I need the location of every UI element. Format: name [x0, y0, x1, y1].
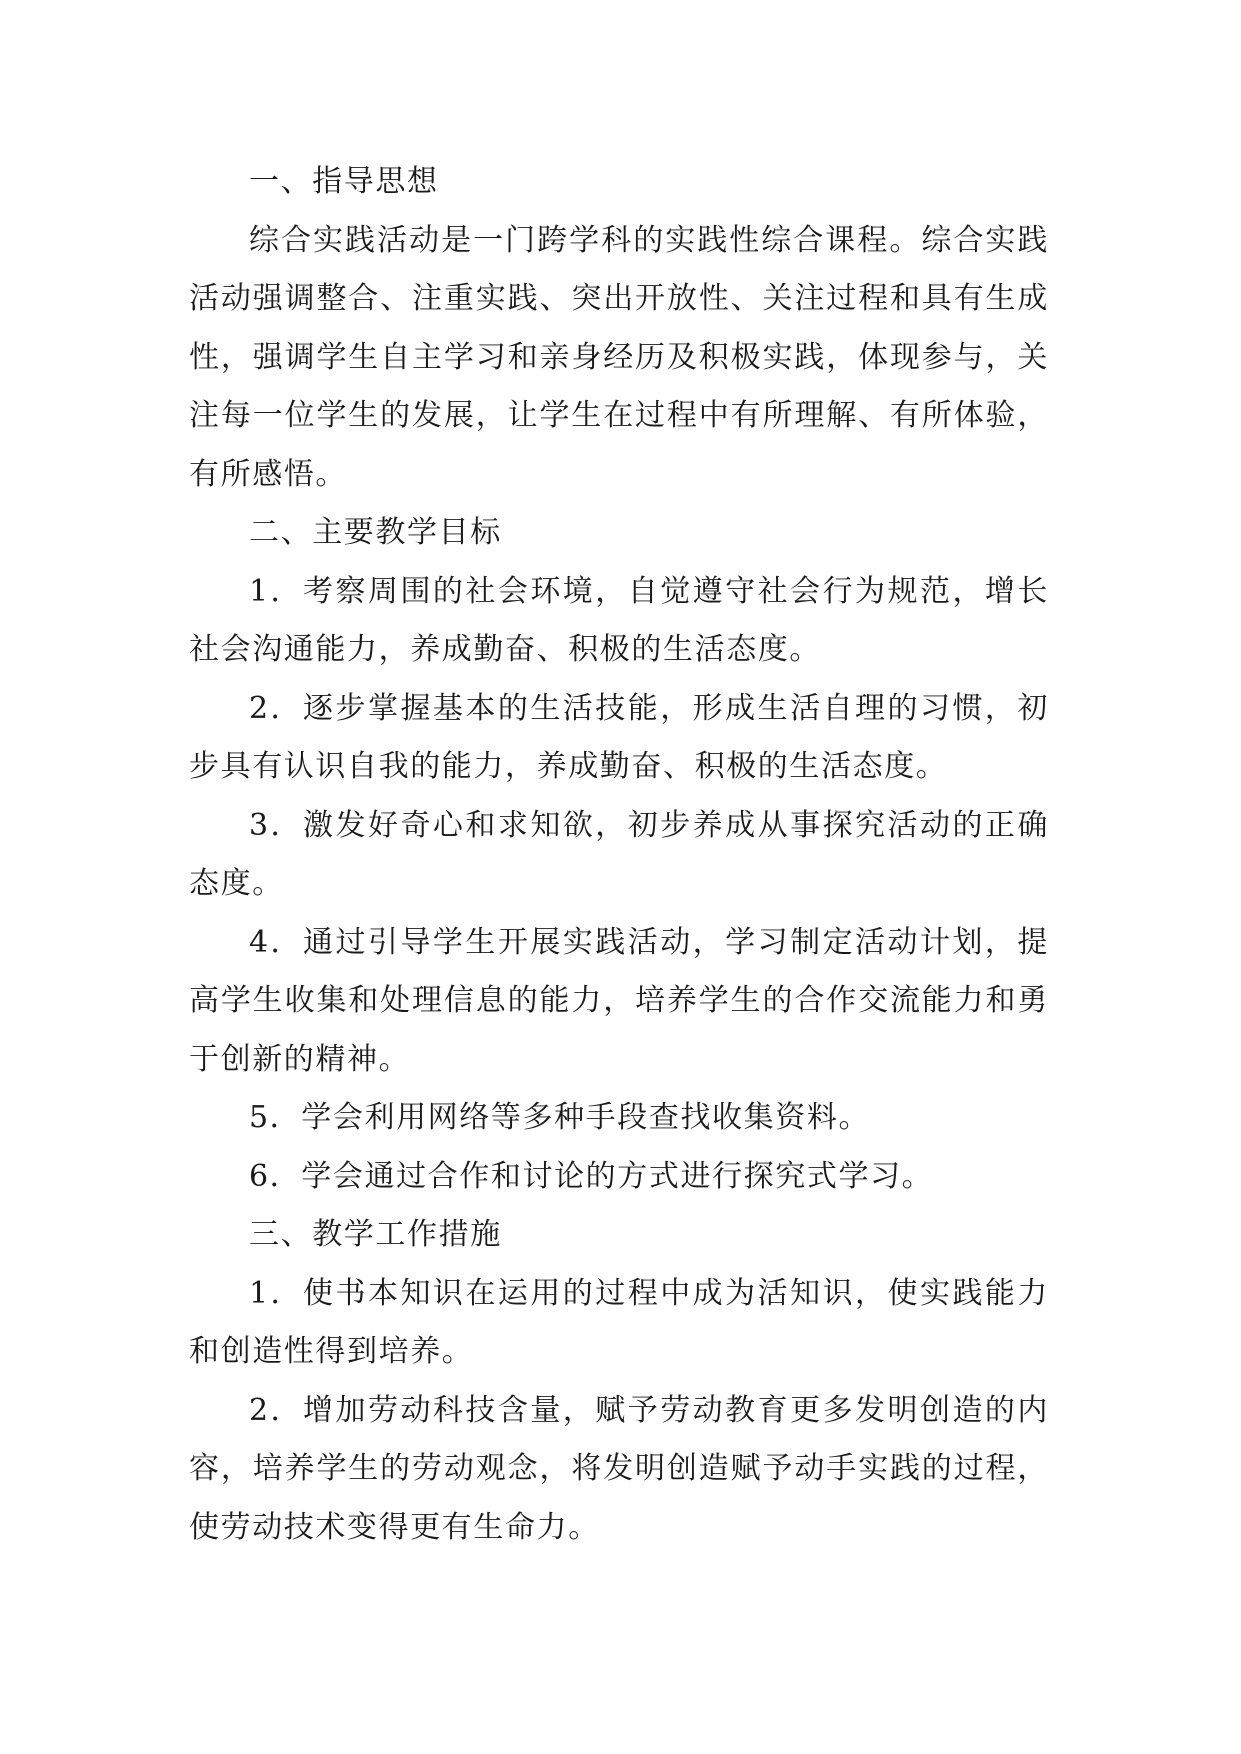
measure-item-1: 1．使书本知识在运用的过程中成为活知识，使实践能力和创造性得到培养。 — [189, 1275, 1049, 1369]
section-heading-teaching-measures: 三、教学工作措施 — [249, 1217, 502, 1252]
goal-item-1: 1．考察周围的社会环境，自觉遵守社会行为规范，增长社会沟通能力，养成勤奋、积极的生活态度。 — [189, 573, 1049, 667]
goal-item-3: 3．激发好奇心和求知欲，初步养成从事探究活动的正确态度。 — [189, 807, 1049, 901]
document-body — [189, 153, 1049, 1557]
section-heading-teaching-goals: 二、主要教学目标 — [249, 515, 502, 550]
goal-item-4: 4．通过引导学生开展实践活动，学习制定活动计划，提高学生收集和处理信息的能力，培养学生的合作交流能力和勇于创新的精神。 — [189, 924, 1049, 1077]
section-heading-guiding-ideology: 一、指导思想 — [249, 164, 439, 199]
goal-item-5: 5．学会利用网络等多种手段查找收集资料。 — [249, 1100, 871, 1135]
measure-item-2: 2．增加劳动科技含量，赋予劳动教育更多发明创造的内容，培养学生的劳动观念，将发明创造赋予动手实践的过程，使劳动技术变得更有生命力。 — [189, 1392, 1049, 1545]
paragraph-guiding-ideology: 综合实践活动是一门跨学科的实践性综合课程。综合实践活动强调整合、注重实践、突出开放性、关注过程和具有生成性，强调学生自主学习和亲身经历及积极实践，体现参与，关注每一位学生的发展，让学生在过程中有所理解、有所体验，有所感悟。 — [189, 222, 1049, 492]
goal-item-6: 6．学会通过合作和讨论的方式进行探究式学习。 — [249, 1158, 934, 1194]
goal-item-2: 2．逐步掌握基本的生活技能，形成生活自理的习惯，初步具有认识自我的能力，养成勤奋、积极的生活态度。 — [189, 690, 1049, 784]
